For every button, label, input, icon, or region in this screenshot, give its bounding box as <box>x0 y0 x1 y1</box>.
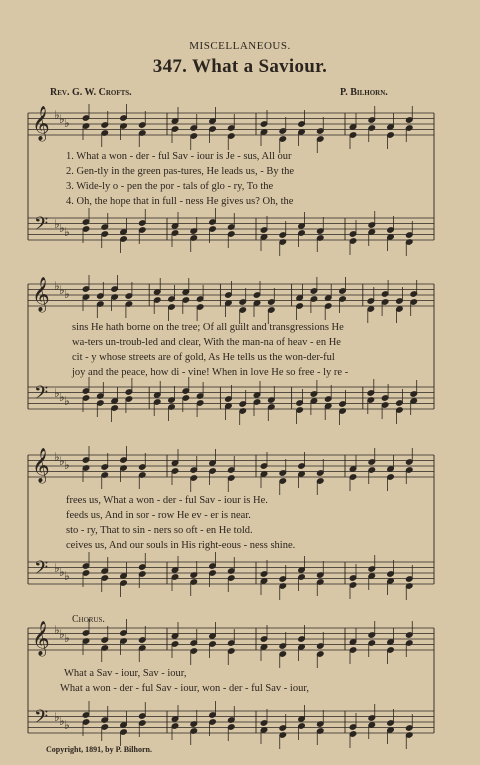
flat-icon: ♭ <box>54 386 60 400</box>
bass-clef-icon: 𝄢 <box>34 707 49 732</box>
lyric-line: joy and the peace, how di - vine! When in love He so free - ly re - <box>72 367 349 378</box>
flat-icon: ♭ <box>64 116 70 130</box>
lyric-line: 1. What a won - der - ful Sav - iour is Je - sus, All our <box>66 151 292 162</box>
flat-icon: ♭ <box>64 225 70 239</box>
flat-icon: ♭ <box>59 221 65 235</box>
treble-clef-icon: 𝄞 <box>32 448 50 483</box>
flat-icon: ♭ <box>59 454 65 468</box>
composer-credit: P. Bilhorn. <box>340 87 388 98</box>
lyric-line: cit - y whose streets are of gold, As He tells us the won-der-ful <box>72 352 335 363</box>
flat-icon: ♭ <box>64 718 70 732</box>
flat-icon: ♭ <box>64 394 70 408</box>
bass-clef-icon: 𝄢 <box>34 214 49 239</box>
flat-icon: ♭ <box>54 279 60 293</box>
flat-icon: ♭ <box>54 561 60 575</box>
copyright-notice: Copyright, 1891, by P. Bilhorn. <box>46 745 152 754</box>
treble-clef-icon: 𝄞 <box>32 621 50 656</box>
flat-icon: ♭ <box>54 217 60 231</box>
flat-icon: ♭ <box>59 565 65 579</box>
flat-icon: ♭ <box>54 710 60 724</box>
lyric-line: What a won - der - ful Sav - iour, won - der - ful Sav - iour, <box>60 683 310 694</box>
flat-icon: ♭ <box>64 458 70 472</box>
bass-clef-icon: 𝄢 <box>34 383 49 408</box>
lyric-line: sto - ry, That to sin - ners so oft - en He told. <box>66 525 253 536</box>
lyric-line: wa-ters un-troub-led and clear, With the man-na of heav - en He <box>72 337 341 348</box>
lyric-line: sins He hath borne on the tree; Of all guilt and transgressions He <box>72 322 344 333</box>
flat-icon: ♭ <box>64 631 70 645</box>
flat-icon: ♭ <box>54 108 60 122</box>
flat-icon: ♭ <box>59 714 65 728</box>
lyric-line: 2. Gen-tly in the green pas-tures, He leads us, - By the <box>66 166 295 177</box>
section-heading: MISCELLANEOUS. <box>189 40 291 52</box>
lyric-line: What a Sav - iour, Sav - iour, <box>64 668 187 679</box>
flat-icon: ♭ <box>59 627 65 641</box>
flat-icon: ♭ <box>54 623 60 637</box>
flat-icon: ♭ <box>59 112 65 126</box>
flat-icon: ♭ <box>59 283 65 297</box>
lyric-line: ceives us, And our souls in His right-eous - ness shine. <box>66 540 296 551</box>
lyricist-credit: Rev. G. W. Crofts. <box>50 87 132 98</box>
chorus-label: Chorus. <box>72 614 105 625</box>
flat-icon: ♭ <box>64 569 70 583</box>
treble-clef-icon: 𝄞 <box>32 277 50 312</box>
flat-icon: ♭ <box>59 390 65 404</box>
hymn-name: What a Saviour. <box>191 56 328 77</box>
lyric-line: feeds us, And in sor - row He ev - er is near. <box>66 510 251 521</box>
lyric-line: 4. Oh, the hope that in full - ness He gives us? Oh, the <box>66 196 294 207</box>
flat-icon: ♭ <box>64 287 70 301</box>
lyric-line: 3. Wide-ly o - pen the por - tals of glo - ry, To the <box>66 181 274 192</box>
lyric-line: frees us, What a won - der - ful Sav - iour is He. <box>66 495 268 506</box>
treble-clef-icon: 𝄞 <box>32 106 50 141</box>
hymn-number: 347. <box>152 56 188 77</box>
bass-clef-icon: 𝄢 <box>34 558 49 583</box>
flat-icon: ♭ <box>54 450 60 464</box>
